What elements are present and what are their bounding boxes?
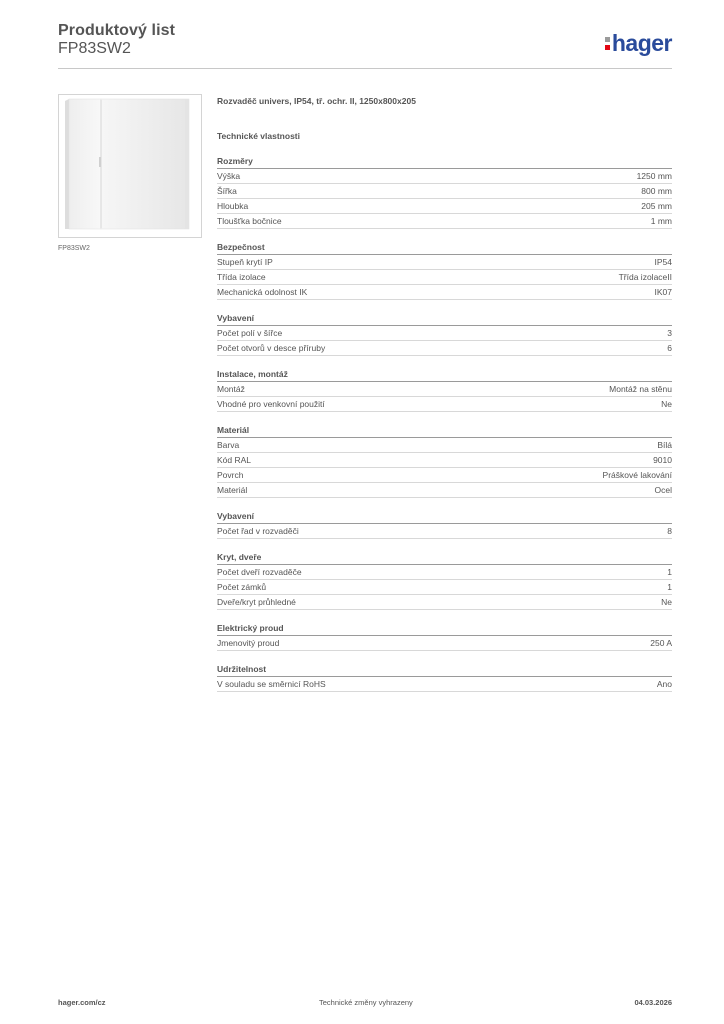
cabinet-image-icon	[59, 95, 201, 237]
spec-value: Práškové lakování	[602, 470, 672, 480]
spec-row	[217, 341, 672, 356]
spec-row	[217, 453, 672, 468]
spec-section	[217, 510, 672, 539]
spec-value: 205 mm	[641, 201, 672, 211]
spec-label: Počet řad v rozvaděči	[217, 526, 299, 536]
spec-row	[217, 199, 672, 214]
spec-value: IK07	[654, 287, 672, 297]
footer-date: 04.03.2026	[634, 998, 672, 1007]
spec-value: 1 mm	[650, 216, 672, 226]
spec-label: Jmenovitý proud	[217, 638, 280, 648]
spec-value: 8	[667, 526, 672, 536]
spec-value: Bílá	[657, 440, 672, 450]
image-caption: FP83SW2	[58, 245, 90, 252]
spec-label: Dveře/kryt průhledné	[217, 597, 296, 607]
spec-value: 6	[667, 343, 672, 353]
section-title: Instalace, montáž	[217, 368, 672, 382]
spec-label: Počet otvorů v desce příruby	[217, 343, 326, 353]
spec-value: Ne	[661, 399, 672, 409]
spec-label: Montáž	[217, 384, 245, 394]
spec-section	[217, 424, 672, 498]
spec-section	[217, 663, 672, 692]
footer-url: hager.com/cz	[58, 998, 106, 1007]
product-specifications	[217, 96, 672, 692]
spec-value: 1	[667, 567, 672, 577]
section-title: Vybavení	[217, 312, 672, 326]
section-title: Udržitelnost	[217, 663, 672, 677]
spec-row	[217, 326, 672, 341]
spec-value: IP54	[654, 257, 672, 267]
spec-value: 3	[667, 328, 672, 338]
spec-label: Stupeň krytí IP	[217, 257, 273, 267]
logo-text: hager	[611, 29, 672, 56]
spec-sections	[217, 155, 672, 692]
spec-section	[217, 368, 672, 412]
spec-label: Třída izolace	[217, 272, 266, 282]
spec-section	[217, 622, 672, 651]
document-title: Produktový list	[58, 22, 176, 39]
spec-row	[217, 468, 672, 483]
spec-value: 9010	[653, 455, 672, 465]
spec-value: Ocel	[654, 485, 672, 495]
spec-value: 800 mm	[641, 186, 672, 196]
spec-value: Montáž na stěnu	[609, 384, 672, 394]
spec-row	[217, 438, 672, 453]
product-image	[58, 94, 202, 238]
product-code: FP83SW2	[58, 40, 131, 57]
spec-label: Tloušťka bočnice	[217, 216, 282, 226]
spec-row	[217, 169, 672, 184]
product-description: Rozvaděč univers, IP54, tř. ochr. II, 1250x800x205	[217, 96, 416, 106]
spec-row	[217, 285, 672, 300]
section-title: Rozměry	[217, 155, 672, 169]
spec-section	[217, 155, 672, 229]
spec-row	[217, 270, 672, 285]
spec-label: Počet dveří rozvaděče	[217, 567, 302, 577]
section-title: Elektrický proud	[217, 622, 672, 636]
spec-row	[217, 636, 672, 651]
spec-label: Počet zámků	[217, 582, 267, 592]
spec-row	[217, 382, 672, 397]
hager-logo	[605, 28, 672, 58]
spec-label: Počet polí v šířce	[217, 328, 283, 338]
spec-value: 250 A	[650, 638, 672, 648]
spec-section	[217, 241, 672, 300]
spec-label: Materiál	[217, 485, 248, 495]
section-title: Bezpečnost	[217, 241, 672, 255]
spec-label: Kód RAL	[217, 455, 252, 465]
spec-row	[217, 214, 672, 229]
spec-label: Mechanická odolnost IK	[217, 287, 308, 297]
logo-dots-icon	[605, 37, 610, 50]
section-title: Vybavení	[217, 510, 672, 524]
spec-label: Povrch	[217, 470, 244, 480]
spec-row	[217, 565, 672, 580]
spec-label: V souladu se směrnicí RoHS	[217, 679, 326, 689]
page-header	[58, 22, 672, 69]
spec-row	[217, 677, 672, 692]
spec-label: Vhodné pro venkovní použití	[217, 399, 325, 409]
section-title: Kryt, dveře	[217, 551, 672, 565]
footer-note: Technické změny vyhrazeny	[319, 998, 413, 1007]
section-title: Materiál	[217, 424, 672, 438]
spec-row	[217, 483, 672, 498]
spec-row	[217, 524, 672, 539]
spec-label: Barva	[217, 440, 240, 450]
spec-value: Třída izolaceII	[618, 272, 672, 282]
spec-row	[217, 397, 672, 412]
tech-heading: Technické vlastnosti	[217, 131, 300, 141]
spec-row	[217, 580, 672, 595]
spec-value: Ne	[661, 597, 672, 607]
spec-section	[217, 312, 672, 356]
spec-value: 1	[667, 582, 672, 592]
spec-row	[217, 595, 672, 610]
spec-value: Ano	[656, 679, 672, 689]
spec-value: 1250 mm	[636, 171, 672, 181]
spec-label: Šířka	[217, 186, 237, 196]
spec-label: Výška	[217, 171, 241, 181]
spec-row	[217, 184, 672, 199]
spec-row	[217, 255, 672, 270]
spec-label: Hloubka	[217, 201, 249, 211]
spec-section	[217, 551, 672, 610]
